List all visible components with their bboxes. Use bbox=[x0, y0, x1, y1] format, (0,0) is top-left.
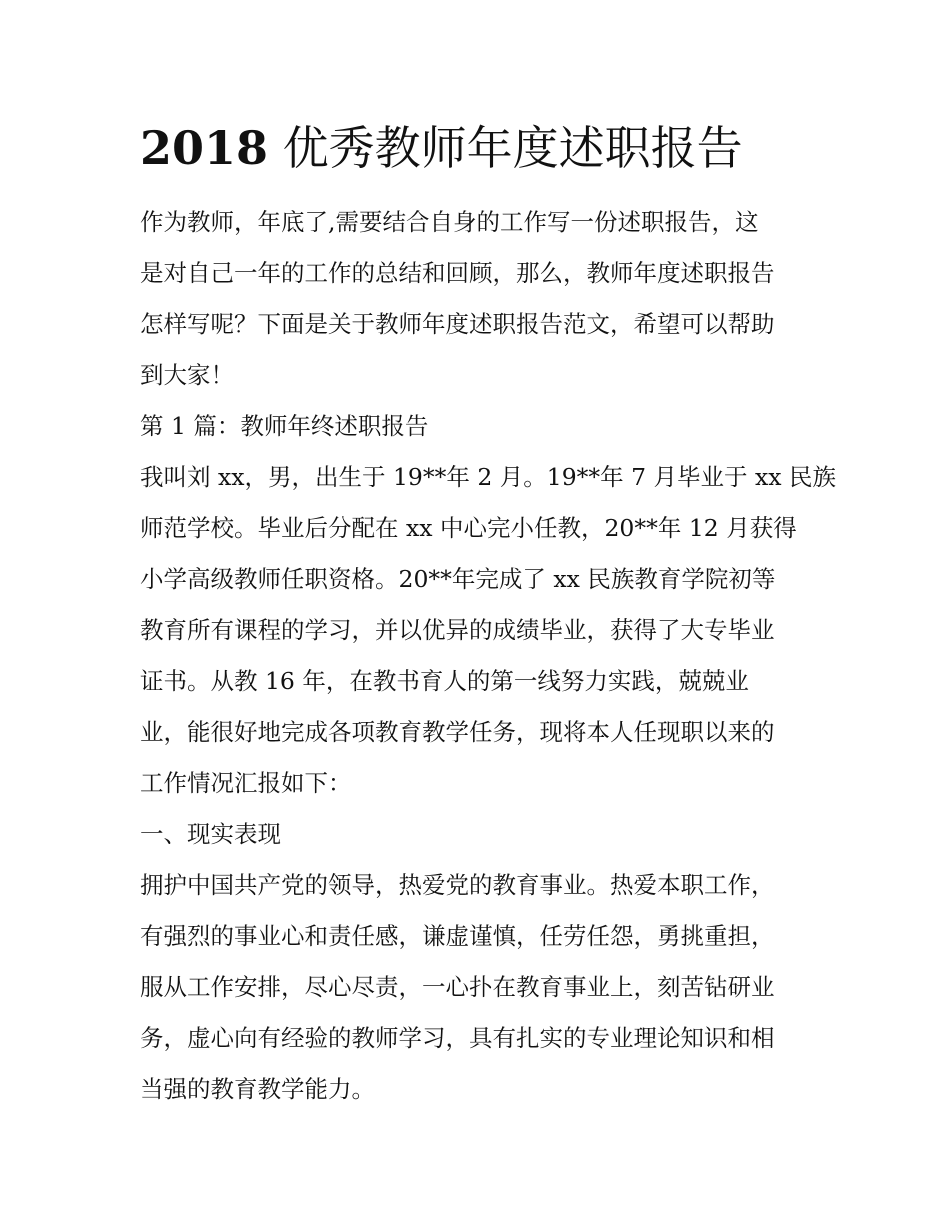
body-line-8: 拥护中国共产党的领导，热爱党的教育事业。热爱本职工作， bbox=[140, 871, 775, 899]
section-heading-1: 第 1 篇：教师年终述职报告 bbox=[140, 412, 429, 440]
intro-line-1: 作为教师，年底了,需要结合自身的工作写一份述职报告，这 bbox=[140, 208, 759, 236]
intro-line-4: 到大家！ bbox=[140, 361, 234, 389]
body-line-11: 务，虚心向有经验的教师学习，具有扎实的专业理论知识和相 bbox=[140, 1024, 775, 1052]
body-line-9: 有强烈的事业心和责任感，谦虚谨慎，任劳任怨，勇挑重担， bbox=[140, 922, 775, 950]
body-line-10: 服从工作安排，尽心尽责，一心扑在教育事业上，刻苦钻研业 bbox=[140, 973, 775, 1001]
title-year: 2018 bbox=[140, 121, 269, 175]
body-line-4: 教育所有课程的学习，并以优异的成绩毕业，获得了大专毕业 bbox=[140, 616, 775, 644]
body-line-1: 我叫刘 xx，男，出生于 19**年 2 月。19**年 7 月毕业于 xx 民族 bbox=[140, 463, 836, 491]
body-line-12: 当强的教育教学能力。 bbox=[140, 1075, 375, 1103]
intro-line-2: 是对自己一年的工作的总结和回顾，那么，教师年度述职报告 bbox=[140, 259, 775, 287]
document-title bbox=[140, 118, 840, 178]
body-line-5: 证书。从教 16 年，在教书育人的第一线努力实践，兢兢业 bbox=[140, 667, 749, 695]
body-line-7: 工作情况汇报如下： bbox=[140, 769, 352, 797]
subheading-1: 一、现实表现 bbox=[140, 820, 281, 848]
body-line-2: 师范学校。毕业后分配在 xx 中心完小任教，20**年 12 月获得 bbox=[140, 514, 797, 542]
body-line-6: 业，能很好地完成各项教育教学任务，现将本人任现职以来的 bbox=[140, 718, 775, 746]
title-text: 优秀教师年度述职报告 bbox=[282, 121, 743, 175]
intro-line-3: 怎样写呢？下面是关于教师年度述职报告范文，希望可以帮助 bbox=[140, 310, 775, 338]
body-line-3: 小学高级教师任职资格。20**年完成了 xx 民族教育学院初等 bbox=[140, 565, 776, 593]
